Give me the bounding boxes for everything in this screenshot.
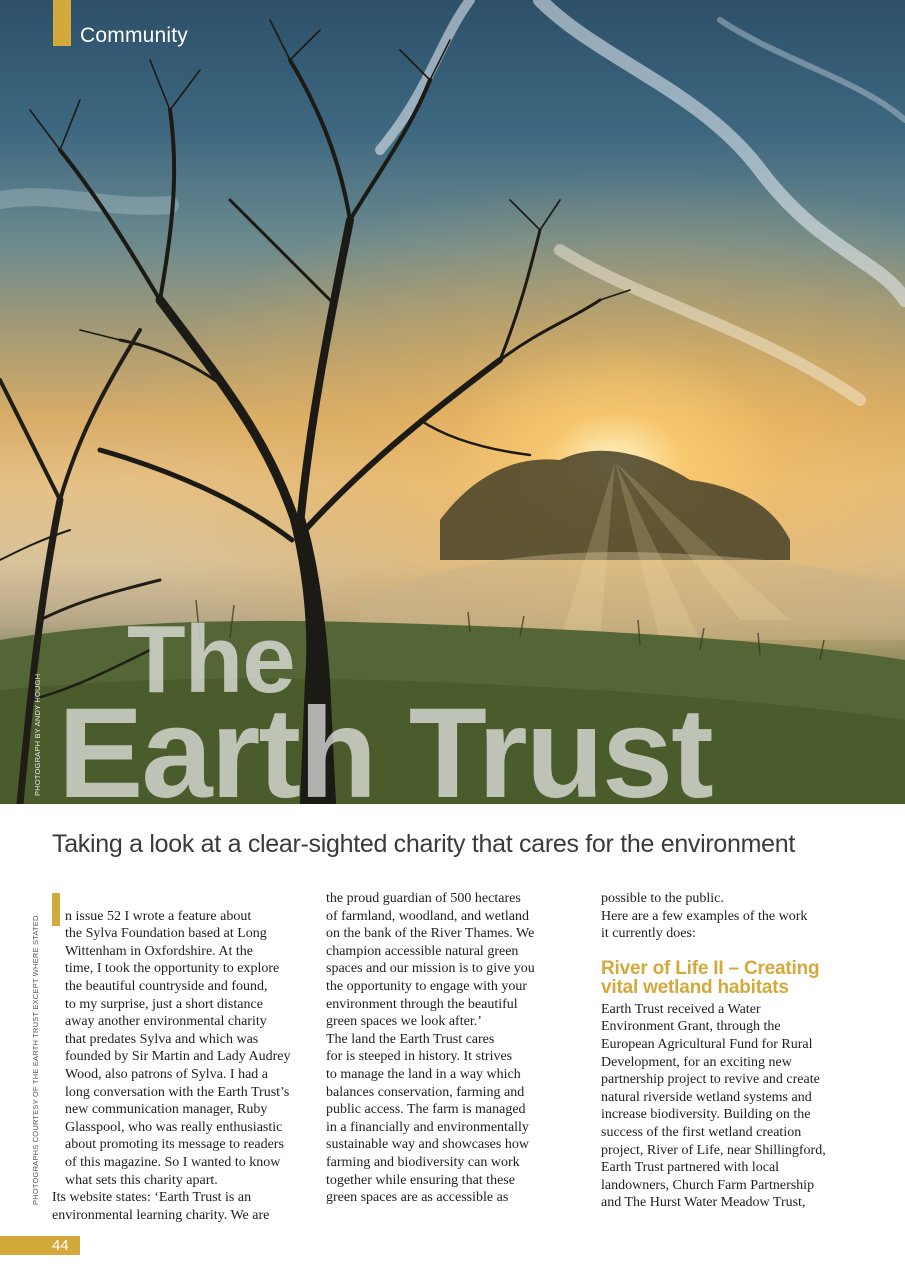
article-column-1 (52, 890, 306, 1224)
photos-credit: PHOTOGRAPHS COURTESY OF THE EARTH TRUST EXCEPT WHERE STATED (31, 915, 40, 1205)
article-paragraph (52, 890, 306, 1189)
standfirst: Taking a look at a clear-sighted charity that cares for the environment (52, 830, 795, 858)
article-paragraph: Earth Trust received a Water Environment Grant, through the European Agricultural Fund for Rural Development, for an exciting new partnership project to revive and create natural riverside wetland systems and increase biodiversity. Building on the success of the first wetland creation project, River of Life, near Shillingford, Earth Trust partnered with local landowners, Church Farm Partnership and The Hurst Water Meadow Trust, (601, 1001, 826, 1211)
article-paragraph: possible to the public. (601, 891, 724, 906)
page-title: Earth Trust (58, 682, 712, 804)
dropcap-accent-bar (52, 893, 60, 926)
section-accent-bar (53, 0, 71, 46)
title-line-1: The (127, 606, 295, 713)
section-label: Community (80, 24, 188, 47)
article-paragraph: the proud guardian of 500 hectares of farmland, woodland, and wetland on the bank of the River Thames. We champion accessible natural green spaces and our mission is to give you the opportunity to engage with your environment through the beautiful green spaces we look after.’ (326, 891, 535, 1030)
article-paragraph: The land the Earth Trust cares for is steeped in history. It strives to manage the land in a way which balances conservation, farming and public access. The farm is managed in a financially and environmentally sustainable way and showcases how farming and biodiversity can work together while ensuring that these green spaces are as accessible as (326, 1031, 529, 1206)
article-column-3 (601, 890, 863, 1212)
article-paragraph: Its website states: ‘Earth Trust is an environmental learning charity. We are (52, 1190, 270, 1223)
page-number: 44 (52, 1237, 69, 1254)
photo-credit: PHOTOGRAPH BY ANDY HOUGH (33, 673, 42, 796)
article-column-2 (326, 890, 581, 1207)
paragraph-text: n issue 52 I wrote a feature about the Sylva Foundation based at Long Wittenham in Oxfordshire. At the time, I took the opportunity to explore the beautiful countryside and found, to my surprise, just a short distance away another environmental charity that predates Sylva and which was founded by Sir Martin and Lady Audrey Wood, also patrons of Sylva. I had a long conversation with the Earth Trust’s new communication manager, Ruby Glasspool, who was really enthusiastic about promoting its message to readers of this magazine. So I wanted to know what sets this charity apart. (65, 908, 291, 1188)
article-paragraph: Here are a few examples of the work it currently does: (601, 908, 808, 942)
section-subheading: River of Life II – Creating vital wetland habitats (601, 957, 820, 998)
